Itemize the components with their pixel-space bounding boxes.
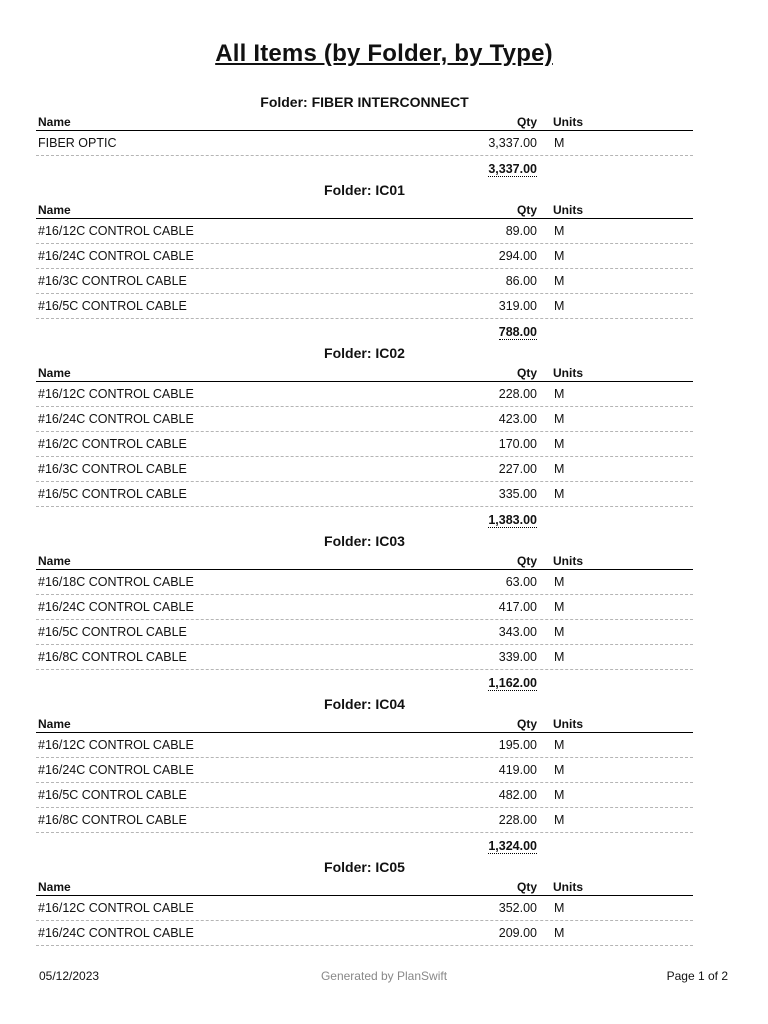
- item-name: #16/24C CONTROL CABLE: [38, 763, 194, 777]
- item-row: [36, 382, 693, 407]
- item-row: [36, 733, 693, 758]
- item-row: [36, 407, 693, 432]
- folder-total-row: [36, 507, 693, 532]
- item-name: #16/5C CONTROL CABLE: [38, 788, 187, 802]
- folder-total-row: [36, 833, 693, 858]
- item-row: [36, 219, 693, 244]
- item-units: M: [554, 788, 565, 802]
- column-header-units: Units: [553, 717, 583, 731]
- folder-list: [36, 93, 693, 946]
- footer-date: 05/12/2023: [39, 969, 100, 983]
- column-header-name: Name: [38, 880, 71, 894]
- column-header-units: Units: [553, 554, 583, 568]
- item-qty: 228.00: [498, 813, 537, 827]
- item-units: M: [554, 625, 565, 639]
- item-row: [36, 457, 693, 482]
- item-name: #16/12C CONTROL CABLE: [38, 224, 194, 238]
- item-qty: 335.00: [498, 487, 537, 501]
- item-name: #16/24C CONTROL CABLE: [38, 249, 194, 263]
- item-row: [36, 808, 693, 833]
- item-row: [36, 921, 693, 946]
- item-units: M: [554, 600, 565, 614]
- item-qty: 86.00: [505, 274, 537, 288]
- column-header-qty: Qty: [516, 717, 537, 731]
- folder-total-row: [36, 319, 693, 344]
- folder-title: Folder: IC04: [324, 696, 405, 712]
- folder-total-qty: 1,162.00: [488, 676, 537, 690]
- item-row: [36, 294, 693, 319]
- item-qty: 3,337.00: [488, 136, 537, 150]
- column-header-row: [36, 367, 693, 382]
- item-qty: 352.00: [498, 901, 537, 915]
- item-name: #16/8C CONTROL CABLE: [38, 650, 187, 664]
- item-qty: 209.00: [498, 926, 537, 940]
- item-qty: 417.00: [498, 600, 537, 614]
- item-units: M: [554, 650, 565, 664]
- column-header-row: [36, 204, 693, 219]
- item-units: M: [554, 763, 565, 777]
- folder-title: Folder: IC02: [324, 345, 405, 361]
- column-header-name: Name: [38, 717, 71, 731]
- item-name: #16/5C CONTROL CABLE: [38, 487, 187, 501]
- item-qty: 339.00: [498, 650, 537, 664]
- column-header-name: Name: [38, 554, 71, 568]
- folder-title: Folder: IC03: [324, 533, 405, 549]
- item-row: [36, 758, 693, 783]
- item-qty: 170.00: [498, 437, 537, 451]
- item-qty: 319.00: [498, 299, 537, 313]
- item-name: #16/12C CONTROL CABLE: [38, 387, 194, 401]
- item-qty: 294.00: [498, 249, 537, 263]
- item-row: [36, 482, 693, 507]
- item-units: M: [554, 136, 565, 150]
- item-row: [36, 595, 693, 620]
- item-units: M: [554, 487, 565, 501]
- item-row: [36, 896, 693, 921]
- item-name: #16/5C CONTROL CABLE: [38, 625, 187, 639]
- footer-generated-by: Generated by PlanSwift: [320, 969, 448, 983]
- folder-total-qty: 1,383.00: [488, 513, 537, 527]
- folder-section: [36, 344, 693, 532]
- item-row: [36, 269, 693, 294]
- folder-total-qty: 788.00: [498, 325, 537, 339]
- column-header-row: [36, 555, 693, 570]
- folder-section: [36, 181, 693, 344]
- item-name: #16/5C CONTROL CABLE: [38, 299, 187, 313]
- item-units: M: [554, 437, 565, 451]
- item-qty: 195.00: [498, 738, 537, 752]
- item-name: #16/8C CONTROL CABLE: [38, 813, 187, 827]
- item-name: #16/24C CONTROL CABLE: [38, 412, 194, 426]
- folder-section: [36, 532, 693, 695]
- item-name: #16/12C CONTROL CABLE: [38, 738, 194, 752]
- folder-title: Folder: IC05: [324, 859, 405, 875]
- column-header-row: [36, 116, 693, 131]
- item-name: FIBER OPTIC: [38, 136, 117, 150]
- column-header-units: Units: [553, 880, 583, 894]
- item-row: [36, 244, 693, 269]
- folder-total-row: [36, 670, 693, 695]
- folder-section: [36, 93, 693, 181]
- item-units: M: [554, 738, 565, 752]
- item-qty: 419.00: [498, 763, 537, 777]
- column-header-name: Name: [38, 115, 71, 129]
- item-units: M: [554, 926, 565, 940]
- item-name: #16/2C CONTROL CABLE: [38, 437, 187, 451]
- folder-total-qty: 1,324.00: [488, 839, 537, 853]
- item-qty: 482.00: [498, 788, 537, 802]
- folder-section: [36, 858, 693, 946]
- item-qty: 89.00: [505, 224, 537, 238]
- item-qty: 227.00: [498, 462, 537, 476]
- folder-section: [36, 695, 693, 858]
- column-header-qty: Qty: [516, 366, 537, 380]
- item-units: M: [554, 813, 565, 827]
- column-header-qty: Qty: [516, 115, 537, 129]
- item-name: #16/12C CONTROL CABLE: [38, 901, 194, 915]
- item-name: #16/24C CONTROL CABLE: [38, 926, 194, 940]
- column-header-qty: Qty: [516, 554, 537, 568]
- folder-title: Folder: IC01: [324, 182, 405, 198]
- item-qty: 343.00: [498, 625, 537, 639]
- column-header-name: Name: [38, 203, 71, 217]
- item-units: M: [554, 901, 565, 915]
- item-name: #16/18C CONTROL CABLE: [38, 575, 194, 589]
- item-units: M: [554, 249, 565, 263]
- item-units: M: [554, 462, 565, 476]
- item-units: M: [554, 274, 565, 288]
- item-row: [36, 783, 693, 808]
- column-header-row: [36, 881, 693, 896]
- item-row: [36, 645, 693, 670]
- item-row: [36, 570, 693, 595]
- folder-total-qty: 3,337.00: [488, 162, 537, 176]
- item-units: M: [554, 387, 565, 401]
- item-qty: 63.00: [505, 575, 537, 589]
- item-units: M: [554, 575, 565, 589]
- column-header-units: Units: [553, 115, 583, 129]
- item-units: M: [554, 299, 565, 313]
- item-units: M: [554, 412, 565, 426]
- column-header-qty: Qty: [516, 203, 537, 217]
- folder-title: Folder: FIBER INTERCONNECT: [260, 94, 469, 110]
- item-name: #16/24C CONTROL CABLE: [38, 600, 194, 614]
- item-name: #16/3C CONTROL CABLE: [38, 462, 187, 476]
- item-row: [36, 131, 693, 156]
- column-header-row: [36, 718, 693, 733]
- column-header-name: Name: [38, 366, 71, 380]
- column-header-units: Units: [553, 203, 583, 217]
- item-qty: 228.00: [498, 387, 537, 401]
- item-row: [36, 620, 693, 645]
- item-qty: 423.00: [498, 412, 537, 426]
- item-row: [36, 432, 693, 457]
- item-name: #16/3C CONTROL CABLE: [38, 274, 187, 288]
- footer-page-number: Page 1 of 2: [666, 969, 728, 983]
- item-units: M: [554, 224, 565, 238]
- column-header-qty: Qty: [516, 880, 537, 894]
- report-title: All Items (by Folder, by Type): [215, 40, 553, 67]
- column-header-units: Units: [553, 366, 583, 380]
- folder-total-row: [36, 156, 693, 181]
